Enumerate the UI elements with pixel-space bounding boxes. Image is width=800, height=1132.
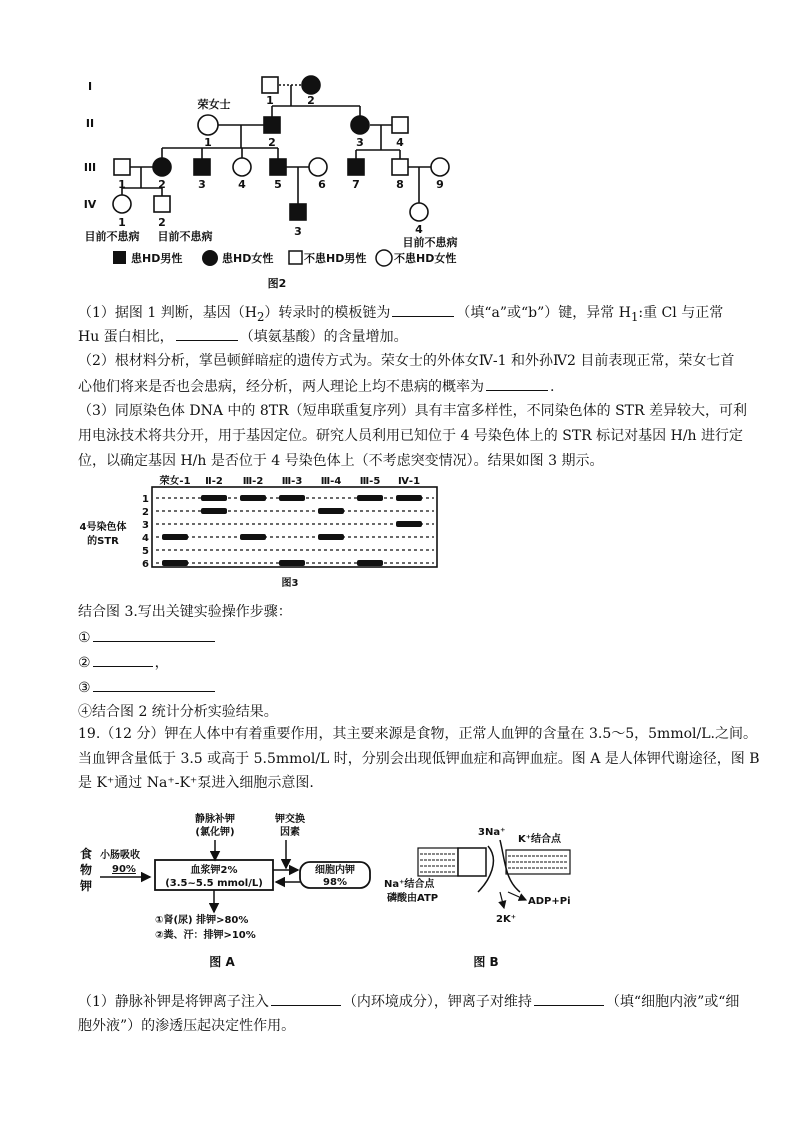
gel-band [318,534,344,540]
step-4: ④结合图 2 统计分析实验结果。 [78,704,278,720]
female-unaffected-symbol [431,158,449,176]
iv-label: (氯化钾) [195,827,235,838]
answer-blank[interactable] [271,991,341,1006]
answer-blank[interactable] [93,677,215,692]
text: ① [78,630,91,646]
plasma-range: (3.5~5.5 mmol/L) [165,878,263,889]
exchange-label: 因素 [280,827,300,838]
step-1 [78,627,217,648]
iv-label: 静脉补钾 [195,814,235,825]
male-affected-symbol [290,204,306,220]
steps-intro: 结合图 3.写出关键实验操作步骤： [78,604,292,620]
text: ， [154,655,169,671]
male-unaffected-symbol [262,77,278,93]
text: 心他们将来是否也会患病，经分析，两人理论上均不患病的概率为 [78,379,484,395]
individual-label: 1 [118,216,126,229]
individual-label: 7 [352,178,360,191]
individual-label: 2 [158,178,166,191]
gel-band [396,495,422,501]
cell-label: 细胞内钾 [315,865,355,876]
pedigree-legend [113,250,456,266]
female-unaffected-symbol [410,203,428,221]
text: . [550,379,555,395]
answer-blank[interactable] [93,652,153,667]
k-label: 2K⁺ [496,914,516,925]
na-label: 3Na⁺ [478,827,506,838]
gel-lane-label: Ⅱ-2 [205,476,223,487]
male-unaffected-symbol [392,159,408,175]
figure-caption: 图 B [473,955,499,969]
text: ）转录时的模板链为 [264,305,391,321]
figure-caption: 图2 [267,277,287,290]
gel-lane-label: Ⅲ-3 [281,476,303,487]
text: （1）据图 1 判断，基因（H [78,305,257,321]
gel-band [396,521,422,527]
generation-label: I [87,80,93,93]
question-19-line-3: 是 K⁺通过 Na⁺-K⁺泵进入细胞示意图. [78,775,314,791]
na-site-label: Na⁺结合点 [384,879,435,890]
output-label: ②粪、汗：排钾>10% [155,930,256,941]
gel-row-label: 3 [142,520,149,531]
text: （内环境成分），钾离子对维持 [342,994,532,1010]
male-affected-symbol [194,159,210,175]
male-unaffected-symbol [392,117,408,133]
gel-lane-label: Ⅲ-2 [242,476,264,487]
figure-caption: 图3 [281,578,299,589]
exchange-label: 钾交换 [275,814,305,825]
gel-row-label: 4 [142,533,149,544]
question-19-line-2: 当血钾含量低于 3.5 或高于 5.5mmol/L 时，分别会出现低钾血症和高钾血症。图 A 是人体钾代谢途径，图 B [78,751,760,767]
str-gel-figure [0,470,800,595]
male-affected-symbol [348,159,364,175]
status-note: 目前不患病 [84,230,140,243]
gel-band [279,560,305,566]
individual-label: 8 [396,178,404,191]
gel-band [201,508,227,514]
question-19-1-line-2: 胞外液”）的渗透压起决定性作用。 [78,1018,296,1034]
gel-band [357,495,383,501]
legend-label: 不患HD男性 [304,252,367,265]
answer-blank[interactable] [176,326,238,341]
text: （填“a”或“b”）键，异常 H [456,305,631,321]
gel-band [279,495,305,501]
question-2-line-1: （2）根材料分析，掌邑顿鲜暗症的遗传方式为。荣女士的外体女Ⅳ-1 和外孙Ⅳ2 目前表现正常，荣女七首 [78,353,735,369]
food-label: 食 [80,847,93,861]
male-unaffected-symbol [114,159,130,175]
text: ② [78,655,91,671]
female-affected-symbol [153,158,171,176]
output-label: ①肾(尿) 排钾>80% [155,915,249,926]
female-affected-symbol [351,116,369,134]
individual-label: 3 [198,178,206,191]
female-unaffected-symbol [113,195,131,213]
individual-label: 1 [204,136,212,149]
subscript: 2 [256,309,265,324]
question-1-line-2 [78,326,408,347]
subscript: 1 [630,309,639,324]
gel-band [357,560,383,566]
female-unaffected-symbol [198,115,218,135]
individual-label: 4 [396,136,404,149]
individual-label: 3 [294,225,302,238]
gel-band [240,534,266,540]
individual-label: 2 [307,94,315,107]
absorb-percent: 90% [112,864,136,875]
individual-label: 4 [415,223,423,236]
female-unaffected-symbol [309,158,327,176]
individual-label: 5 [274,178,282,191]
question-19-1-line-1 [78,991,739,1012]
individual-label: 6 [318,178,326,191]
individual-label: 2 [158,216,166,229]
gel-side-label: 4号染色体 [79,522,127,533]
individual-label: 9 [436,178,444,191]
status-note: 目前不患病 [402,236,458,249]
text: （1）静脉补钾是将钾离子注入 [78,994,269,1010]
gel-lane-label: Ⅲ-4 [320,476,342,487]
food-label: 钾 [80,879,93,893]
male-affected-symbol [270,159,286,175]
absorb-label: 小肠吸收 [100,850,140,861]
generation-label: II [85,117,95,130]
figure-caption: 图 A [209,955,235,969]
answer-blank[interactable] [392,302,454,317]
generation-label: III [83,161,97,174]
cell-percent: 98% [323,877,347,888]
step-3 [78,677,217,698]
gel-band [162,534,188,540]
gel-row-label: 6 [142,559,149,570]
step-2 [78,652,169,673]
answer-blank[interactable] [93,627,215,642]
legend-label: 患HD男性 [131,252,183,265]
text: ③ [78,680,91,696]
legend-label: 患HD女性 [222,252,274,265]
k-site-label: K⁺结合点 [518,834,562,845]
question-3-line-3: 位，以确定基因 H/h 是否位于 4 号染色体上（不考虑突变情况）。结果如图 3 期示。 [78,453,604,469]
generation-label: IV [83,198,97,211]
gel-band [240,495,266,501]
gel-row-label: 2 [142,507,149,518]
pedigree-figure [0,0,800,300]
female-unaffected-symbol [233,158,251,176]
question-3-line-2: 用电泳技术将共分开，用于基因定位。研究人员利用已知位于 4 号染色体上的 STR 标记对基因 H/h 进行定 [78,428,744,444]
individual-label: 1 [118,178,126,191]
question-3-line-1: （3）同原染色体 DNA 中的 8TR（短串联重复序列）具有丰富多样性，不同染色体的 STR 差异较大，可利 [78,403,747,419]
food-label: 物 [80,863,93,877]
individual-label: 4 [238,178,246,191]
text: （填“细胞内液”或“细 [605,994,740,1010]
adp-label: ADP+Pi [528,896,571,907]
gel-band [201,495,227,501]
gel-band [318,508,344,514]
legend-label: 不患HD女性 [394,252,457,265]
atp-label: 磷酸由ATP [387,893,439,904]
text: （填氨基酸）的含量增加。 [239,329,408,345]
gel-row-label: 5 [142,546,149,557]
gel-band [162,560,188,566]
gel-row-label: 1 [142,494,149,505]
gel-lane-label: 荣女-1 [159,476,191,487]
individual-label: 2 [268,136,276,149]
text: Hu 蛋白相比， [78,329,174,345]
status-note: 目前不患病 [157,230,213,243]
figure-b [384,827,571,969]
question-19-line-1: 19.（12 分）钾在人体中有着重要作用，其主要来源是食物，正常人血钾的含量在 3.5～5，5mmol/L.之间。 [78,726,757,742]
male-affected-symbol [264,117,280,133]
individual-label: 3 [356,136,364,149]
question-1-line-1 [78,302,723,327]
potassium-figures [0,800,800,980]
proband-label: 荣女士 [197,98,231,111]
question-2-line-2 [78,376,554,397]
figure-a [79,812,370,969]
male-unaffected-symbol [154,196,170,212]
gel-side-label: 的STR [87,536,119,547]
female-affected-symbol [302,76,320,94]
text: :重 Cl 与正常 [638,305,724,321]
answer-blank[interactable] [486,376,548,391]
plasma-label: 血浆钾2% [190,865,238,876]
gel-lane-label: Ⅲ-5 [359,476,381,487]
individual-label: 1 [266,94,274,107]
gel-lane-label: Ⅳ-1 [397,476,421,487]
answer-blank[interactable] [534,991,604,1006]
